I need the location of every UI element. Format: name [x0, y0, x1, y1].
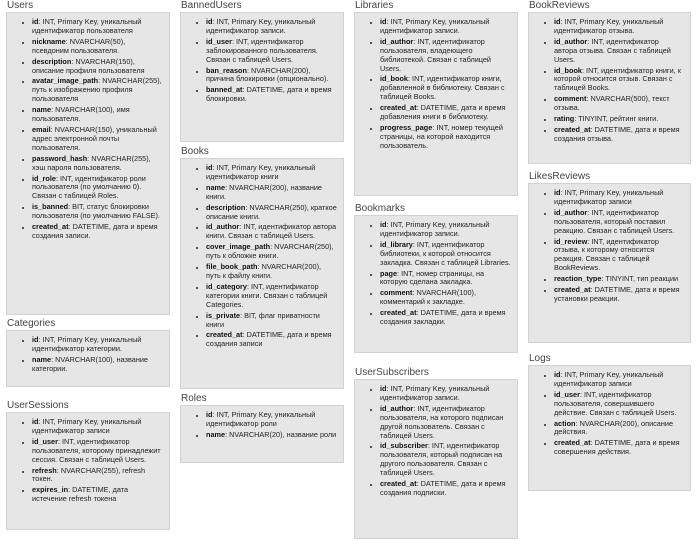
field-desc: INT, номер текущей страницы, на которой находится пользователь.	[380, 122, 503, 150]
field-list	[20, 336, 163, 374]
field-separator: :	[579, 389, 585, 399]
field-id-role	[32, 175, 163, 202]
field-key: email	[32, 124, 51, 134]
field-separator: :	[225, 182, 230, 192]
field-email	[32, 126, 163, 153]
field-desc: INT, Primary Key, уникальный идентификатор записи.	[380, 17, 490, 35]
entity-libraries	[354, 0, 518, 196]
field-separator: :	[427, 441, 432, 451]
field-separator: :	[68, 485, 73, 495]
field-key: created_at	[380, 103, 417, 113]
field-desc: NVARCHAR(250), путь к обложке книги.	[206, 242, 334, 261]
field-id	[32, 18, 163, 36]
field-key: id	[554, 17, 561, 26]
field-id	[554, 371, 684, 389]
field-desc: INT, идентификатор пользователя, совершившего действие. Связан с таблицей Users.	[554, 389, 677, 417]
field-desc: INT, идентификатор пользователя, владеющего библиотекой. Связан с таблицей Users.	[380, 36, 492, 73]
field-id	[32, 336, 163, 354]
field-key: description	[206, 202, 246, 212]
entity-title: LikesReviews	[529, 171, 591, 182]
field-desc: DATETIME, дата и время установки реакции.	[554, 285, 680, 303]
field-desc: NVARCHAR(100), название категории.	[32, 354, 148, 373]
entity-usersessions	[6, 400, 170, 530]
field-desc: DATETIME, дата и время создания записи	[206, 330, 332, 349]
field-desc: NVARCHAR(50), псевдоним пользователя.	[32, 36, 126, 55]
field-separator: :	[212, 163, 217, 172]
field-key: avatar_image_path	[32, 76, 99, 86]
col-3	[354, 0, 518, 539]
field-key: id	[554, 188, 561, 197]
field-id	[380, 385, 511, 403]
field-description	[206, 204, 337, 222]
field-separator: :	[560, 370, 565, 379]
entity-title: UserSessions	[7, 400, 69, 411]
field-key: password_hash	[32, 153, 88, 163]
field-id	[380, 221, 511, 239]
field-id	[380, 18, 511, 36]
field-key: comment	[380, 288, 413, 298]
field-key: created_at	[380, 308, 417, 318]
field-reaction-type	[554, 275, 684, 284]
field-separator: :	[212, 410, 217, 419]
field-key: name	[206, 429, 226, 439]
field-created-at	[554, 126, 684, 144]
field-separator: :	[413, 36, 418, 46]
field-desc: DATETIME, дата и время создания отзыва.	[554, 124, 680, 143]
col-4	[528, 0, 691, 491]
field-password-hash	[32, 155, 163, 173]
entity-categories	[6, 318, 170, 387]
field-separator: :	[38, 417, 43, 426]
entity-box	[528, 183, 691, 343]
field-created-at	[380, 104, 511, 122]
field-avatar-image-path	[32, 77, 163, 104]
field-progress-page	[380, 124, 511, 151]
entity-box	[354, 379, 518, 539]
field-key: id_author	[554, 36, 588, 46]
field-separator: :	[240, 310, 245, 320]
field-key: id	[554, 370, 561, 379]
field-separator: :	[413, 403, 418, 413]
field-key: id	[380, 384, 387, 393]
field-key: id_author	[554, 207, 588, 217]
field-list	[194, 18, 337, 104]
field-file-book-path	[206, 263, 337, 281]
field-desc: NVARCHAR(150), уникальный адрес электронной почты пользователя.	[32, 124, 157, 152]
field-description	[32, 58, 163, 76]
entity-box	[354, 12, 518, 196]
field-desc: INT, Primary Key, уникальный идентификатор пользователя	[32, 17, 142, 35]
field-banned-at	[206, 86, 337, 104]
field-desc: INT, идентификатор категории книги. Связан с таблицей Categories.	[206, 281, 328, 309]
entity-title: Categories	[7, 318, 56, 329]
field-key: id_author	[380, 403, 414, 413]
field-id-user	[32, 438, 163, 465]
field-separator: :	[416, 308, 421, 318]
entity-title: Logs	[529, 353, 551, 364]
field-created-at	[554, 439, 684, 457]
field-desc: BIT, статус блокировки пользователя (по умолчанию FALSE).	[32, 202, 160, 221]
field-id	[32, 418, 163, 436]
field-desc: INT, идентификатор автора отзыва. Связан с таблицей Users.	[554, 36, 671, 64]
entity-title: BookReviews	[529, 0, 590, 11]
field-desc: NVARCHAR(200), название книги.	[206, 182, 322, 201]
entity-users	[6, 0, 170, 315]
field-separator: :	[560, 188, 565, 197]
field-rating	[554, 115, 684, 124]
field-key: file_book_path	[206, 262, 258, 272]
field-separator: :	[246, 281, 252, 291]
field-desc: INT, идентификатор пользователя, которому принадлежит сессия. Связан с таблицей Users.	[32, 436, 161, 464]
field-list	[368, 221, 511, 327]
field-desc: DATETIME, дата и время добавления книги в библиотеку.	[380, 103, 506, 122]
field-list	[368, 385, 511, 498]
field-expires-in	[32, 486, 163, 504]
entity-box	[180, 12, 344, 142]
field-id-library	[380, 241, 511, 268]
field-key: cover_image_path	[206, 242, 271, 252]
field-separator: :	[57, 436, 63, 446]
field-desc: DATETIME, дата и время создания записи.	[32, 222, 158, 240]
field-separator: :	[432, 122, 437, 132]
field-desc: TINYINT, тип реакции	[605, 274, 679, 284]
field-separator: :	[87, 153, 92, 163]
field-desc: INT, Primary Key, уникальный идентификатор записи	[32, 417, 142, 435]
entity-title: Books	[181, 146, 209, 157]
entity-title: Users	[7, 0, 34, 11]
field-key: created_at	[554, 124, 591, 134]
field-key: description	[32, 56, 72, 66]
field-key: name	[32, 105, 52, 115]
field-desc: INT, Primary Key, уникальный идентификатор отзыва.	[554, 17, 664, 35]
field-desc: NVARCHAR(250), краткое описание книги.	[206, 202, 337, 221]
entity-box	[6, 12, 170, 315]
field-desc: NVARCHAR(255), refresh токен.	[32, 465, 146, 484]
field-separator: :	[51, 105, 56, 115]
entity-box	[528, 365, 691, 491]
field-separator: :	[560, 17, 565, 26]
field-name	[32, 106, 163, 124]
field-id	[206, 18, 337, 36]
entity-bookreviews	[528, 0, 691, 164]
field-desc: INT, Primary Key, уникальный идентификатор категории.	[32, 335, 142, 353]
field-desc: INT, идентификатор книги, добавленной в библиотеку. Связан с таблицей Books.	[380, 74, 505, 102]
field-created-at	[32, 223, 163, 241]
entity-title: Bookmarks	[355, 203, 406, 214]
entity-box	[6, 412, 170, 530]
field-key: id_role	[32, 173, 56, 183]
field-name	[32, 356, 163, 374]
field-separator: :	[386, 384, 391, 393]
field-id-book	[380, 75, 511, 102]
entity-title: UserSubscribers	[355, 367, 429, 378]
field-desc: INT, Primary Key, уникальный идентификатор книги	[206, 163, 316, 181]
field-key: rating	[554, 114, 575, 124]
field-separator: :	[412, 288, 417, 298]
entity-box	[528, 12, 691, 164]
entity-title: Roles	[181, 393, 207, 404]
col-2	[180, 0, 344, 463]
field-key: id	[32, 17, 39, 26]
field-desc: NVARCHAR(150), описание профиля пользователя	[32, 56, 145, 75]
entity-likesreviews	[528, 171, 691, 343]
field-separator: :	[50, 124, 55, 134]
field-separator: :	[38, 17, 43, 26]
field-desc: INT, идентификатор пользователя, который поставил реакцию. Связан с таблицей Users.	[554, 207, 675, 235]
field-id-author	[554, 209, 684, 236]
field-separator: :	[587, 36, 592, 46]
entity-books	[180, 146, 344, 389]
field-separator: :	[257, 262, 262, 272]
field-nickname	[32, 38, 163, 56]
entity-box	[180, 158, 344, 389]
field-separator: :	[56, 465, 61, 475]
field-key: id_author	[206, 222, 240, 232]
field-separator: :	[225, 429, 230, 439]
field-desc: TINYINT, рейтинг книги.	[578, 114, 659, 124]
field-desc: INT, идентификатор заблокированного пользователя. Связан с таблицей Users.	[206, 36, 318, 64]
field-desc: NVARCHAR(500), текст отзыва.	[554, 94, 670, 113]
field-separator: :	[575, 418, 580, 428]
field-id	[554, 189, 684, 207]
field-separator: :	[601, 274, 606, 284]
field-key: created_at	[32, 222, 69, 232]
field-is-private	[206, 312, 337, 330]
entity-title: Libraries	[355, 0, 394, 11]
field-key: nickname	[32, 36, 66, 46]
field-key: is_private	[206, 310, 241, 320]
field-desc: INT, Primary Key, уникальный идентификатор записи.	[380, 220, 490, 238]
field-id-category	[206, 283, 337, 310]
field-key: progress_page	[380, 122, 433, 132]
field-key: action	[554, 418, 576, 428]
entity-usersubscribers	[354, 367, 518, 539]
field-key: id	[32, 417, 39, 426]
field-separator: :	[38, 335, 43, 344]
field-name	[206, 431, 337, 440]
field-created-at	[380, 309, 511, 327]
field-separator: :	[574, 114, 579, 124]
field-comment	[554, 95, 684, 113]
field-key: id	[380, 17, 387, 26]
field-created-at	[554, 286, 684, 304]
field-list	[194, 164, 337, 349]
field-separator: :	[212, 17, 217, 26]
field-separator: :	[587, 236, 592, 246]
field-key: id_category	[206, 281, 247, 291]
field-key: id	[380, 220, 387, 229]
field-list	[368, 18, 511, 151]
field-key: created_at	[554, 285, 591, 295]
field-separator: :	[71, 56, 76, 66]
field-separator: :	[51, 354, 56, 364]
field-separator: :	[407, 74, 413, 84]
field-desc: NVARCHAR(255), путь к изображению профиля пользователя	[32, 76, 162, 104]
field-separator: :	[231, 36, 237, 46]
field-desc: NVARCHAR(20), название роли	[229, 429, 337, 439]
field-desc: DATETIME, дата и время создания подписки.	[380, 479, 506, 497]
field-separator: :	[242, 330, 247, 340]
field-separator: :	[590, 124, 595, 134]
field-desc: DATETIME, дата и время блокировки.	[206, 85, 332, 104]
field-key: id	[206, 17, 213, 26]
field-key: expires_in	[32, 485, 69, 495]
field-separator: :	[412, 239, 417, 249]
field-separator: :	[590, 438, 595, 448]
entity-bookmarks	[354, 203, 518, 353]
field-separator: :	[416, 103, 421, 113]
field-key: id	[32, 335, 39, 344]
field-desc: INT, Primary Key, уникальный идентификатор роли	[206, 410, 316, 428]
field-desc: INT, Primary Key, уникальный идентификатор записи	[554, 188, 664, 206]
field-desc: INT, Primary Key, уникальный идентификатор записи.	[206, 17, 316, 35]
field-key: id	[206, 163, 213, 172]
entity-box	[354, 215, 518, 353]
field-desc: DATETIME, дата истечение refresh токена	[32, 485, 129, 504]
field-key: ban_reason	[206, 65, 247, 75]
field-key: created_at	[380, 479, 417, 489]
field-key: id_user	[32, 436, 58, 446]
field-desc: INT, идентификатор пользователя, на которого подписан другой пользователь. Связан с таблицей Users.	[380, 403, 504, 440]
field-desc: INT, Primary Key, уникальный идентификатор записи.	[380, 384, 490, 402]
field-desc: NVARCHAR(255), хэш пароля пользователя.	[32, 153, 151, 172]
field-key: id_subscriber	[380, 441, 428, 451]
field-separator: :	[68, 222, 73, 232]
field-desc: NVARCHAR(200), описание действия.	[554, 418, 674, 437]
field-comment	[380, 289, 511, 307]
field-desc: NVARCHAR(200), путь к файлу книги.	[206, 262, 322, 280]
field-key: comment	[554, 94, 587, 104]
field-id-author	[554, 38, 684, 65]
field-list	[20, 18, 163, 241]
field-id-author	[380, 405, 511, 441]
entity-title: BannedUsers	[181, 0, 242, 11]
field-separator: :	[586, 94, 591, 104]
field-desc: BIT, флаг приватности книги	[206, 310, 320, 329]
field-key: is_banned	[32, 202, 69, 212]
field-id-subscriber	[380, 442, 511, 478]
field-key: name	[206, 182, 226, 192]
field-id	[206, 164, 337, 182]
field-list	[542, 189, 684, 304]
field-separator: :	[55, 173, 60, 183]
field-desc: INT, идентификатор книги, к которой относится отзыв. Связан с таблицей Books.	[554, 65, 681, 93]
field-is-banned	[32, 203, 163, 221]
field-list	[542, 18, 684, 144]
field-desc: INT, идентификатор отзыва, к которому относится реакция. Связан с таблицей BookReviews.	[554, 236, 659, 273]
field-desc: INT, Primary Key, уникальный идентификатор записи	[554, 370, 664, 388]
field-desc: INT, идентификатор библиотеки, к которой относится закладка. Связан с таблицей Libraries.	[380, 239, 511, 267]
field-key: id_user	[206, 36, 232, 46]
field-id	[554, 18, 684, 36]
field-list	[542, 371, 684, 457]
field-key: created_at	[206, 330, 243, 340]
field-id-user	[206, 38, 337, 65]
field-separator: :	[587, 207, 592, 217]
field-separator: :	[386, 220, 391, 229]
field-desc: NVARCHAR(100), комментарий к закладке.	[380, 288, 476, 307]
field-id-author	[206, 223, 337, 241]
field-action	[554, 420, 684, 438]
field-separator: :	[98, 76, 103, 86]
field-key: id_book	[554, 65, 582, 75]
field-key: reaction_type	[554, 274, 602, 284]
field-separator: :	[68, 202, 73, 212]
field-key: id_book	[380, 74, 408, 84]
field-separator: :	[246, 65, 252, 75]
field-created-at	[380, 480, 511, 498]
col-1	[6, 0, 170, 530]
field-key: refresh	[32, 465, 57, 475]
field-id-review	[554, 238, 684, 274]
field-separator: :	[245, 202, 250, 212]
field-separator: :	[239, 222, 244, 232]
field-key: id_user	[554, 389, 580, 399]
field-id-book	[554, 67, 684, 94]
field-key: created_at	[554, 438, 591, 448]
field-key: banned_at	[206, 85, 243, 95]
entity-box	[6, 330, 170, 387]
field-list	[194, 411, 337, 440]
field-desc: DATETIME, дата и время создания закладки.	[380, 308, 506, 327]
entity-roles	[180, 393, 344, 463]
field-desc: NVARCHAR(100), имя пользователя.	[32, 105, 130, 124]
field-id-user	[554, 391, 684, 418]
field-desc: NVARCHAR(200), причина блокировки (опционально).	[206, 65, 329, 84]
field-cover-image-path	[206, 243, 337, 261]
field-name	[206, 184, 337, 202]
field-id	[206, 411, 337, 429]
field-separator: :	[270, 242, 275, 252]
field-key: id	[206, 410, 213, 419]
field-key: id_author	[380, 36, 414, 46]
field-desc: INT, идентификатор пользователя, который подписан на другого пользователя. Связан с таблицей Users.	[380, 441, 503, 478]
field-created-at	[206, 331, 337, 349]
field-separator: :	[386, 17, 391, 26]
field-separator: :	[416, 479, 421, 489]
field-desc: INT, номер страницы, на которую сделана закладка.	[380, 268, 485, 287]
field-desc: INT, идентификатор роли пользователя (по умолчанию 0). Связан с таблицей Roles.	[32, 173, 146, 201]
entity-box	[180, 405, 344, 463]
field-list	[20, 418, 163, 504]
entity-bannedusers	[180, 0, 344, 142]
entity-logs	[528, 353, 691, 491]
field-key: id_review	[554, 236, 588, 246]
field-key: name	[32, 354, 52, 364]
field-id-author	[380, 38, 511, 74]
field-separator: :	[590, 285, 595, 295]
field-ban-reason	[206, 67, 337, 85]
field-key: id_library	[380, 239, 413, 249]
field-desc: INT, идентификатор автора книги. Связан с таблицей Users.	[206, 222, 337, 241]
field-refresh	[32, 467, 163, 485]
field-key: page	[380, 268, 398, 278]
field-page	[380, 270, 511, 288]
field-separator: :	[397, 268, 402, 278]
field-separator: :	[65, 36, 70, 46]
field-desc: DATETIME, дата и время совершения действия.	[554, 438, 680, 457]
field-separator: :	[581, 65, 587, 75]
field-separator: :	[242, 85, 247, 95]
